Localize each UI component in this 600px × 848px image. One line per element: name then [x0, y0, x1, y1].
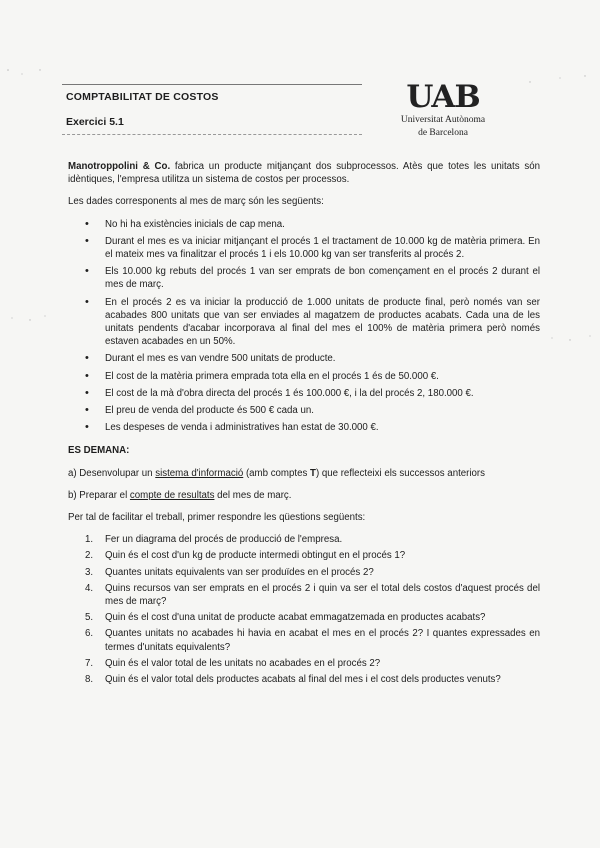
- question-number: 1.: [85, 534, 94, 546]
- data-item: • No hi ha existències inicials de cap mena.: [105, 218, 540, 231]
- exercise-body: [68, 160, 540, 689]
- data-heading: Les dades corresponents al mes de març són les següents:: [68, 196, 324, 208]
- task-b-keyword: compte de resultats: [129, 489, 215, 501]
- task-b: [68, 489, 540, 502]
- data-item: • Les despeses de venda i administratives han estat de 30.000 €.: [105, 421, 540, 434]
- question-text: Quin és el valor total de les unitats no acabades en el procés 2?: [105, 657, 381, 669]
- exercise-label: Exercici 5.1: [66, 116, 124, 128]
- question-number: 7.: [85, 657, 94, 669]
- question-text: Quantes unitats no acabades hi havia en acabat el mes en el procés 2? I quantes expressades en termes d'unitats equivalents?: [105, 628, 540, 653]
- question-number: 6.: [85, 628, 94, 640]
- question-text: Quins recursos van ser emprats en el procés 2 i quin va ser el total dels costos d'aquest procés del mes de març?: [105, 582, 540, 608]
- uab-logo: [398, 79, 488, 139]
- question-number: 2.: [85, 550, 94, 562]
- question-text: Quantes unitats equivalents van ser produïdes en el procés 2?: [105, 566, 374, 578]
- uab-logo-mark: UAB: [406, 79, 480, 115]
- questions-list: [68, 533, 540, 686]
- es-demana-heading: ES DEMANA:: [68, 445, 130, 457]
- question-item: [85, 627, 540, 653]
- question-item: [85, 549, 540, 562]
- question-text: Quin és el cost d'una unitat de producte acabat emmagatzemada en productes acabats?: [105, 612, 486, 624]
- data-item: • En el procés 2 es va iniciar la producció de 1.000 unitats de producte final, però només van ser acabades 800 unitats que van ser enviades al magatzem de productes acabats. Cada una de les unitats pendents d'acabar incorporava al final del mes el 100% de matèria primera però només estaven acabades en un 50%.: [105, 296, 540, 349]
- data-item: • El preu de venda del producte és 500 € cada un.: [105, 404, 540, 417]
- question-number: 8.: [85, 674, 94, 686]
- question-item: [85, 673, 540, 686]
- question-number: 3.: [85, 566, 94, 578]
- questions-intro: Per tal de facilitar el treball, primer respondre les qüestions següents:: [68, 512, 366, 524]
- company-name: Manotroppolini & Co.: [68, 161, 171, 172]
- data-list: [68, 218, 540, 435]
- intro-paragraph: [68, 160, 540, 186]
- question-text: Quin és el cost d'un kg de producte intermedi obtingut en el procés 1?: [105, 550, 406, 562]
- question-item: [85, 582, 540, 608]
- task-a: [68, 467, 540, 480]
- data-item: • El cost de la mà d'obra directa del procés 1 és 100.000 €, i la del procés 2, 180.000 €.: [105, 387, 540, 400]
- header-rule-dashed: [62, 134, 362, 135]
- question-text: Quin és el valor total dels productes acabats al final del mes i el cost dels productes venuts?: [105, 674, 501, 686]
- question-item: [85, 533, 540, 546]
- course-title: COMPTABILITAT DE COSTOS: [66, 91, 219, 103]
- question-item: [85, 611, 540, 624]
- task-a-t: T: [310, 467, 316, 479]
- task-a-middle: (amb comptes: [243, 467, 311, 479]
- question-text: Fer un diagrama del procés de producció de l'empresa.: [105, 534, 343, 546]
- task-b-suffix: del mes de març.: [214, 489, 292, 501]
- data-item: • Els 10.000 kg rebuts del procés 1 van ser emprats de bon començament en el procés 2 durant el mes de març.: [105, 265, 540, 291]
- data-item: • El cost de la matèria primera emprada tota ella en el procés 1 és de 50.000 €.: [105, 370, 540, 383]
- question-item: [85, 657, 540, 670]
- question-item: [85, 566, 540, 579]
- question-number: 5.: [85, 612, 94, 624]
- task-a-keyword: sistema d'informació: [155, 467, 244, 479]
- data-item: • Durant el mes es van vendre 500 unitats de producte.: [105, 352, 540, 365]
- uab-logo-line2: de Barcelona: [418, 128, 468, 138]
- task-a-prefix: a) Desenvolupar un: [68, 467, 156, 479]
- intro-text: fabrica un producte mitjançant dos subprocessos. Atès que totes les unitats són idèntiques, l'empresa utilitza un sistema de costos per processos.: [68, 161, 540, 186]
- header-rule-top: [62, 84, 362, 85]
- task-a-suffix: ) que reflecteixi els successos anteriors: [315, 467, 486, 479]
- data-item: • Durant el mes es va iniciar mitjançant el procés 1 el tractament de 10.000 kg de matèria primera. En el mateix mes va finalitzar el procés 1 i els 10.000 kg van ser transferits al procés 2.: [105, 235, 540, 261]
- uab-logo-line1: Universitat Autònoma: [400, 115, 486, 125]
- question-number: 4.: [85, 582, 94, 594]
- task-b-prefix: b) Preparar el: [68, 489, 130, 501]
